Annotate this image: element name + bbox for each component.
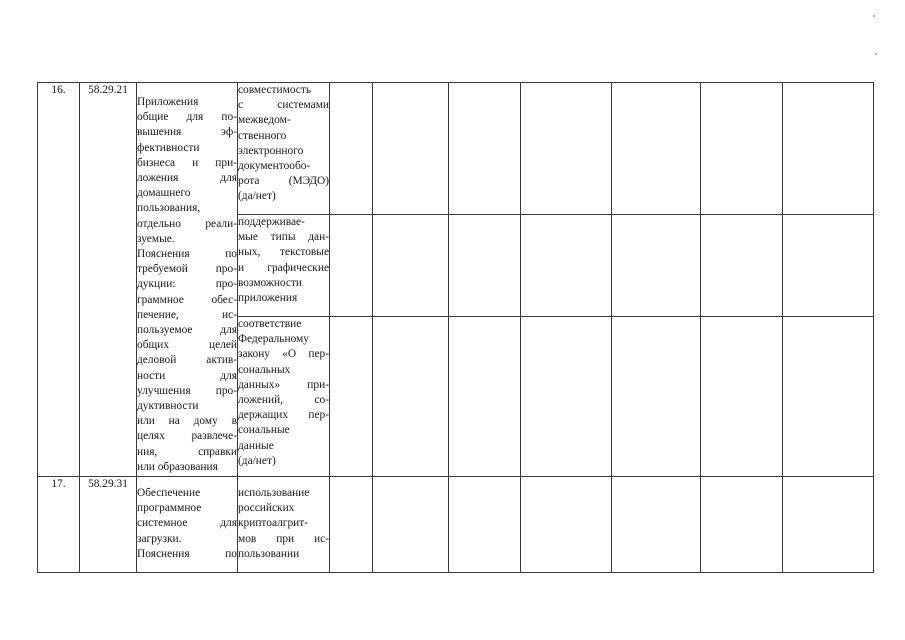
description-line: граммное обес- — [137, 293, 237, 306]
table-row — [38, 477, 874, 573]
criterion-line: (да/нет) — [238, 190, 276, 203]
criterion-line: использование — [238, 487, 310, 499]
criterion-cell — [238, 215, 330, 317]
criterion-line: держащих пер- — [238, 409, 329, 422]
description-line: зуемые. — [137, 232, 175, 245]
empty-cell — [701, 317, 783, 477]
description-line: или образования — [137, 460, 218, 473]
criterion-line: ственного — [238, 129, 287, 142]
description-line: или на дому в — [137, 415, 237, 428]
description-line: отдельно реали- — [137, 217, 237, 230]
empty-cell — [373, 317, 449, 477]
description-line: Пояснения по — [137, 248, 237, 261]
description-line: улучшения про- — [137, 384, 237, 397]
criterion-line: возможности — [238, 276, 303, 289]
criterion-line: межведом- — [238, 114, 291, 127]
criterion-line: документообо- — [238, 160, 311, 173]
criterion-line: (да/нет) — [238, 454, 276, 467]
criterion-line: мые типы дан- — [238, 231, 329, 244]
criterion-line: электронного — [238, 144, 304, 157]
empty-cell — [373, 477, 449, 573]
criterion-line: приложения — [238, 292, 298, 305]
procurement-table — [37, 82, 874, 573]
description-line: пользуемое для — [137, 324, 237, 337]
empty-cell — [373, 215, 449, 317]
empty-cell — [521, 477, 612, 573]
criterion-line: закону «О пер- — [238, 348, 329, 361]
description-line: бизнеса и при- — [137, 156, 237, 169]
empty-cell — [521, 83, 612, 215]
table-row — [38, 83, 874, 215]
description-line: Приложения — [137, 96, 199, 108]
description-line: целях развлече- — [137, 430, 237, 443]
row-number: 17. — [38, 477, 80, 573]
scan-speck — [873, 15, 875, 17]
description-line: дуктивности — [137, 400, 199, 413]
criterion-cell — [238, 477, 330, 573]
description-line: программное — [137, 502, 202, 515]
empty-cell — [783, 317, 874, 477]
product-description — [137, 83, 238, 477]
empty-cell — [449, 83, 521, 215]
criterion-line: ных, текстовые — [238, 246, 329, 259]
empty-cell — [612, 215, 701, 317]
description-line: печение, ис- — [137, 308, 237, 321]
criterion-line: данных» при- — [238, 378, 329, 391]
empty-cell — [612, 477, 701, 573]
description-line: загрузки. — [137, 532, 182, 545]
empty-cell — [330, 83, 373, 215]
empty-cell — [373, 83, 449, 215]
description-line: дукции: про- — [137, 278, 237, 291]
okpd-code: 58.29.21 — [80, 83, 137, 477]
criterion-line: криптоалгрит- — [238, 517, 309, 530]
description-line: домашнего — [137, 187, 191, 200]
description-line: Обеспечение — [137, 487, 201, 499]
row-number: 16. — [38, 83, 80, 477]
criterion-cell — [238, 317, 330, 477]
criterion-line: сональных — [238, 363, 291, 376]
description-line: Пояснения по — [137, 547, 237, 560]
empty-cell — [783, 477, 874, 573]
criterion-line: сональные — [238, 424, 290, 437]
description-line: общих целей — [137, 339, 237, 352]
empty-cell — [612, 83, 701, 215]
empty-cell — [449, 317, 521, 477]
empty-cell — [330, 477, 373, 573]
criterion-line: рота (МЭДО) — [238, 175, 329, 188]
criterion-line: пользовании — [238, 547, 300, 560]
empty-cell — [701, 477, 783, 573]
description-line: деловой актив- — [137, 354, 237, 367]
criterion-cell — [238, 83, 330, 215]
product-description — [137, 477, 238, 573]
empty-cell — [449, 477, 521, 573]
description-line: системное для — [137, 517, 237, 530]
description-line: ности для — [137, 369, 237, 382]
description-line: ложения для — [137, 172, 237, 185]
criterion-line: совместимость — [238, 84, 312, 96]
scan-speck — [875, 53, 877, 55]
criterion-line: российских — [238, 502, 295, 515]
empty-cell — [449, 215, 521, 317]
description-line: ния, справки — [137, 445, 237, 458]
okpd-code: 58.29.31 — [80, 477, 137, 573]
description-line: требуемой про- — [137, 263, 237, 276]
criterion-line: мов при ис- — [238, 532, 329, 545]
description-line: вышения эф- — [137, 126, 237, 139]
criterion-line: и графические — [238, 261, 329, 274]
empty-cell — [701, 83, 783, 215]
empty-cell — [783, 83, 874, 215]
criterion-line: данные — [238, 439, 274, 452]
empty-cell — [330, 215, 373, 317]
empty-cell — [330, 317, 373, 477]
empty-cell — [521, 215, 612, 317]
empty-cell — [521, 317, 612, 477]
criterion-line: Федеральному — [238, 333, 309, 346]
criterion-line: соответствие — [238, 318, 302, 330]
description-line: пользования, — [137, 202, 201, 215]
criterion-line: с системами — [238, 99, 329, 112]
criterion-line: поддерживае- — [238, 216, 305, 228]
description-line: фективности — [137, 141, 200, 154]
empty-cell — [701, 215, 783, 317]
description-line: общие для по- — [137, 111, 237, 124]
empty-cell — [612, 317, 701, 477]
empty-cell — [783, 215, 874, 317]
criterion-line: ложений, со- — [238, 394, 329, 407]
